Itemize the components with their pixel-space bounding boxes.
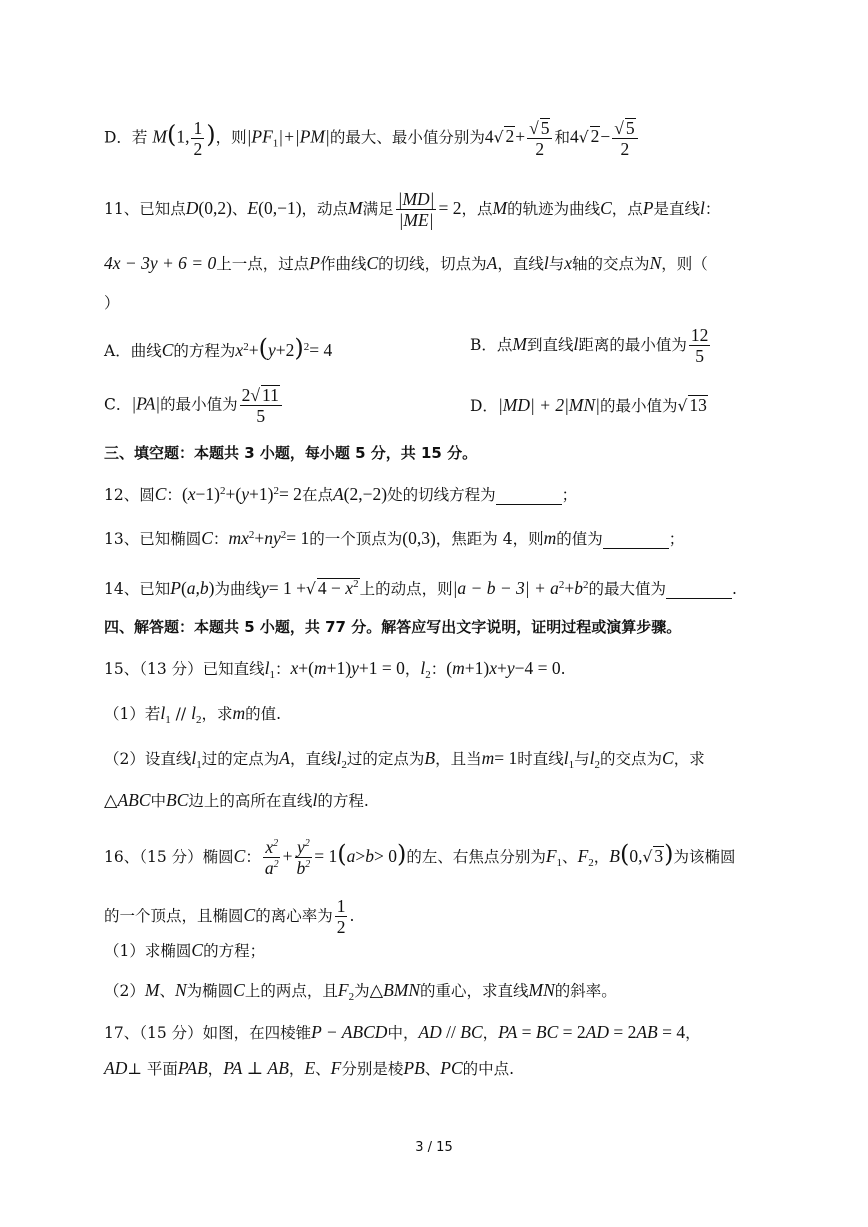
- q11-line2: 4x − 3y + 6 = 0上一点，过点P作曲线C的切线，切点为A，直线l与x轴的交点为N，则（: [104, 253, 708, 273]
- text: 满足: [362, 199, 394, 218]
- text: 上的动点，则: [359, 580, 453, 598]
- text: 、: [159, 982, 175, 1000]
- option-label: B．点: [470, 335, 513, 354]
- q11-line1: 11、已知点D(0,2)、E(0,−1)，动点M满足 $\frac{|MD|}{|ME|}$ = 2，点M的轨迹为曲线C，点P是直线l：: [104, 189, 721, 231]
- text: ，求: [673, 750, 705, 768]
- text: ，动点: [301, 199, 349, 218]
- page-number: 3 / 15: [415, 1140, 453, 1155]
- text: 处的切线方程为: [387, 486, 496, 505]
- text: 的交点为: [600, 750, 663, 768]
- text: 距离的最小值为: [578, 335, 687, 354]
- text: ⊥ 平面: [127, 1060, 178, 1078]
- q15-part2-line1: （2）设直线$l_1$过的定点为A，直线$l_2$过的定点为B，且当m= 1时直线$l_1$与$l_2$的交点为C，求: [104, 748, 705, 772]
- text: ；: [668, 530, 685, 549]
- text: 的中点.: [462, 1060, 515, 1078]
- text: 是直线: [653, 199, 701, 218]
- text: 的最小值为: [599, 397, 678, 415]
- text: 17、（15 分）如图，在四棱锥: [104, 1024, 312, 1042]
- text: 的最小值为: [160, 395, 238, 414]
- text: .: [732, 580, 737, 598]
- q11-option-c: C．|PA|的最小值为 $\frac{2√ 11}{5}$: [104, 385, 284, 426]
- text: 为: [354, 982, 370, 1000]
- text: 分别是棱: [341, 1060, 404, 1078]
- text: ，: [207, 1060, 224, 1078]
- q10-option-d: D．若 M(1, $\frac{1}{2}$ )，则$|PF_1|+|PM|$的最大、最小值分别为4√ 2+ $\frac{√ 5}{2}$ 和4√ 2− $\frac{√ 5}{2}$: [104, 118, 640, 159]
- text: （2）: [104, 982, 145, 1000]
- text: 为该椭圆: [673, 847, 736, 866]
- text: 的离心率为: [255, 906, 333, 925]
- text: 的最大值为: [588, 580, 667, 598]
- text: 过的定点为: [346, 750, 425, 768]
- text: 的重心，求直线: [420, 982, 529, 1000]
- q15-part2-line2: △ABC中BC边上的高所在直线l的方程.: [104, 790, 369, 810]
- text: 的值为: [556, 530, 603, 549]
- text: 中，: [387, 1024, 419, 1042]
- text: 、: [562, 847, 578, 866]
- q16-stem: 16、（15 分）椭圆C： $\frac{x^2}{a^2}$ + $\frac{y^2}{b^2}$ = 1(a>b> 0)的左、右焦点分别为$F_1$、$F_2$，B(0,√ 3)为该椭圆: [104, 837, 736, 879]
- text: ，且当: [435, 750, 482, 768]
- q16-part2: （2）M、N为椭圆C上的两点，且$F_2$为△BMN的重心，求直线MN的斜率。: [104, 980, 617, 1004]
- text: 的最大、最小值分别为: [329, 128, 485, 147]
- q17-stem: 17、（15 分）如图，在四棱锥P − ABCD中，AD // BC，PA = BC = 2AD = 2AB = 4，: [104, 1022, 701, 1042]
- q14: 14、已知P(a,b)为曲线y= 1 +√ $4 - x^2$上的动点，则$|a - b - 3| + a^2+b^2$的最大值为 .: [104, 578, 737, 598]
- text: ，焦距为 4，则: [435, 530, 544, 549]
- q11-option-b: B．点M到直线l距离的最小值为 $\frac{12}{5}$: [470, 325, 709, 367]
- text: 的一个顶点，且椭圆: [104, 906, 244, 925]
- q11-line3: ）: [104, 294, 120, 312]
- q17-stem-line2: AD⊥ 平面PAB，PA ⊥ AB，E、F分别是棱PB、PC的中点.: [104, 1058, 515, 1078]
- option-label: D．若: [104, 128, 148, 147]
- section-4-heading: 四、解答题：本题共 5 小题，共 77 分。解答应写出文字说明，证明过程或演算步骤。: [104, 618, 682, 636]
- text: ，点: [611, 199, 643, 218]
- text: ，求: [201, 705, 233, 723]
- text: 与: [548, 255, 565, 273]
- text: 的左、右焦点分别为: [406, 847, 546, 866]
- answer-blank[interactable]: [603, 532, 669, 549]
- text: 为曲线: [214, 580, 261, 598]
- text: 11、已知点: [104, 199, 186, 218]
- text: 15、（13 分）已知直线: [104, 660, 265, 678]
- text: 、: [315, 1060, 331, 1078]
- option-label: A．曲线: [104, 342, 162, 360]
- q11-option-d: D．|MD| + 2|MN|的最小值为√ 13: [470, 395, 707, 415]
- text: 的斜率。: [554, 982, 617, 1000]
- q15-stem: 15、（13 分）已知直线$l_1$：x+(m+1)y+1 = 0，$l_2$：(m+1)x+y−4 = 0.: [104, 658, 566, 682]
- text: 、: [424, 1060, 441, 1078]
- text: 16、（15 分）椭圆: [104, 847, 234, 866]
- answer-blank[interactable]: [666, 582, 732, 599]
- text: 在点: [301, 486, 333, 505]
- text: ，直线: [497, 255, 544, 273]
- text: ，则: [215, 128, 247, 147]
- option-label: D．: [470, 397, 498, 415]
- option-label: C．: [104, 395, 132, 414]
- text: 过的定点为: [201, 750, 280, 768]
- text: 的一个顶点为: [309, 530, 403, 549]
- text: （1）若: [104, 705, 161, 723]
- text: 的轨迹为曲线: [507, 199, 601, 218]
- q16-stem-line2: 的一个顶点，且椭圆C的离心率为 $\frac{1}{2}$ .: [104, 896, 355, 938]
- text: ，: [482, 1024, 499, 1042]
- text: 到直线: [526, 335, 574, 354]
- text: 的切线，切点为: [378, 255, 487, 273]
- text: ：: [275, 660, 291, 678]
- text: ，则（: [661, 255, 708, 273]
- q15-part1: （1）若$l_1 // l_2$，求m的值.: [104, 703, 282, 727]
- q16-part1: （1）求椭圆C的方程；: [104, 940, 266, 960]
- text: ；: [561, 486, 578, 505]
- text: 上的两点，且: [244, 982, 338, 1000]
- q12: 12、圆C：$(x-1)^2+(y+1)^2= 2$在点A(2,−2)处的切线方程为 ；: [104, 484, 578, 505]
- text: 轴的交点为: [572, 255, 650, 273]
- text: ，直线: [289, 750, 337, 768]
- text: 中: [150, 792, 167, 810]
- text: 13、已知椭圆: [104, 530, 202, 549]
- q11-option-a: A．曲线C的方程为$x^2+(y+2)^2= 4$: [104, 334, 333, 362]
- text: ，点: [461, 199, 493, 218]
- text: （2）设直线: [104, 750, 192, 768]
- text: 14、已知: [104, 580, 171, 598]
- text: 的方程为: [173, 342, 236, 360]
- answer-blank[interactable]: [496, 488, 562, 505]
- text: 边上的高所在直线: [188, 792, 313, 810]
- text: 作曲线: [319, 255, 367, 273]
- text: 的方程.: [317, 792, 369, 810]
- text: 上一点，过点: [216, 255, 310, 273]
- text: 和: [554, 128, 570, 147]
- text: 的值.: [245, 705, 282, 723]
- text: 与: [574, 750, 590, 768]
- section-3-heading: 三、填空题：本题共 3 小题，每小题 5 分，共 15 分。: [104, 444, 478, 462]
- text: 12、圆: [104, 486, 155, 505]
- q13: 13、已知椭圆C：$mx^2+ny^2= 1$的一个顶点为(0,3)，焦距为 4，则m的值为 ；: [104, 528, 685, 549]
- text: 的方程；: [203, 942, 266, 960]
- text: （1）求椭圆: [104, 942, 192, 960]
- text: 时直线: [517, 750, 564, 768]
- text: 为椭圆: [186, 982, 234, 1000]
